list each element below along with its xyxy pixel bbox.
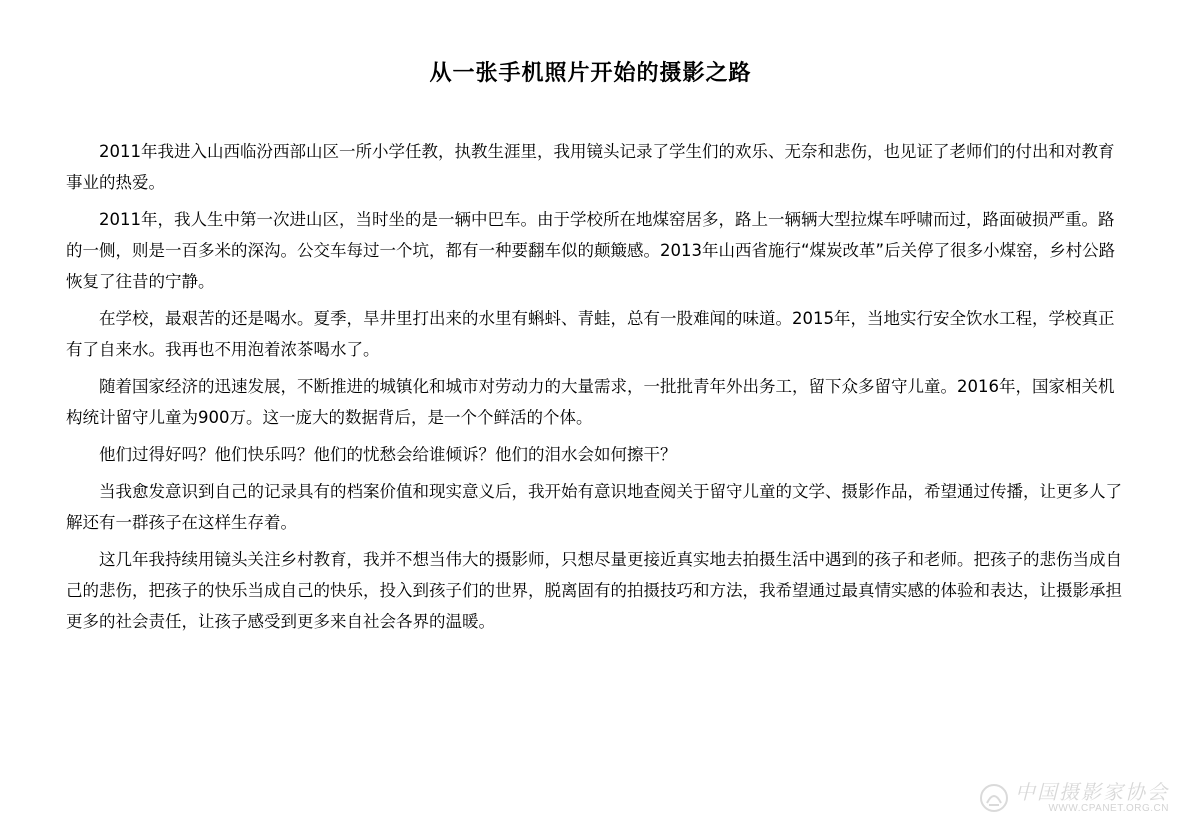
watermark [979, 781, 1169, 815]
watermark-text [1015, 781, 1169, 815]
paragraph: 2011年我进入山西临汾西部山区一所小学任教，执教生涯里，我用镜头记录了学生们的欢乐、无奈和悲伤，也见证了老师们的付出和对教育事业的热爱。 [66, 142, 1115, 192]
watermark-url: WWW.CPANET.ORG.CN [1048, 803, 1169, 814]
paragraph: 这几年我持续用镜头关注乡村教育，我并不想当伟大的摄影师，只想尽量更接近真实地去拍摄生活中遇到的孩子和老师。把孩子的悲伤当成自己的悲伤，把孩子的快乐当成自己的快乐，投入到孩子们的世界，脱离固有的拍摄技巧和方法，我希望通过最真情实感的体验和表达，让摄影承担更多的社会责任，让孩子感受到更多来自社会各界的温暖。 [66, 550, 1122, 631]
document-title: 从一张手机照片开始的摄影之路 [429, 61, 752, 86]
paragraph: 2011年，我人生中第一次进山区，当时坐的是一辆中巴车。由于学校所在地煤窑居多，路上一辆辆大型拉煤车呼啸而过，路面破损严重。路的一侧，则是一百多米的深沟。公交车每过一个坑，都有一种要翻车似的颠簸感。2013年山西省施行“煤炭改革”后关停了很多小煤窑，乡村公路恢复了往昔的宁静。 [66, 210, 1116, 291]
cpa-logo-icon [979, 783, 1009, 813]
paragraph: 随着国家经济的迅速发展，不断推进的城镇化和城市对劳动力的大量需求，一批批青年外出务工，留下众多留守儿童。2016年，国家相关机构统计留守儿童为900万。这一庞大的数据背后，是一个个鲜活的个体。 [66, 377, 1115, 427]
document-body [66, 136, 1122, 643]
paragraph: 他们过得好吗？他们快乐吗？他们的忧愁会给谁倾诉？他们的泪水会如何擦干？ [99, 445, 677, 464]
paragraph: 在学校，最艰苦的还是喝水。夏季，旱井里打出来的水里有蝌蚪、青蛙，总有一股难闻的味道。2015年，当地实行安全饮水工程，学校真正有了自来水。我再也不用泡着浓茶喝水了。 [66, 309, 1115, 359]
paragraph: 当我愈发意识到自己的记录具有的档案价值和现实意义后，我开始有意识地查阅关于留守儿童的文学、摄影作品，希望通过传播，让更多人了解还有一群孩子在这样生存着。 [66, 482, 1122, 532]
watermark-name: 中国摄影家协会 [1015, 780, 1169, 804]
